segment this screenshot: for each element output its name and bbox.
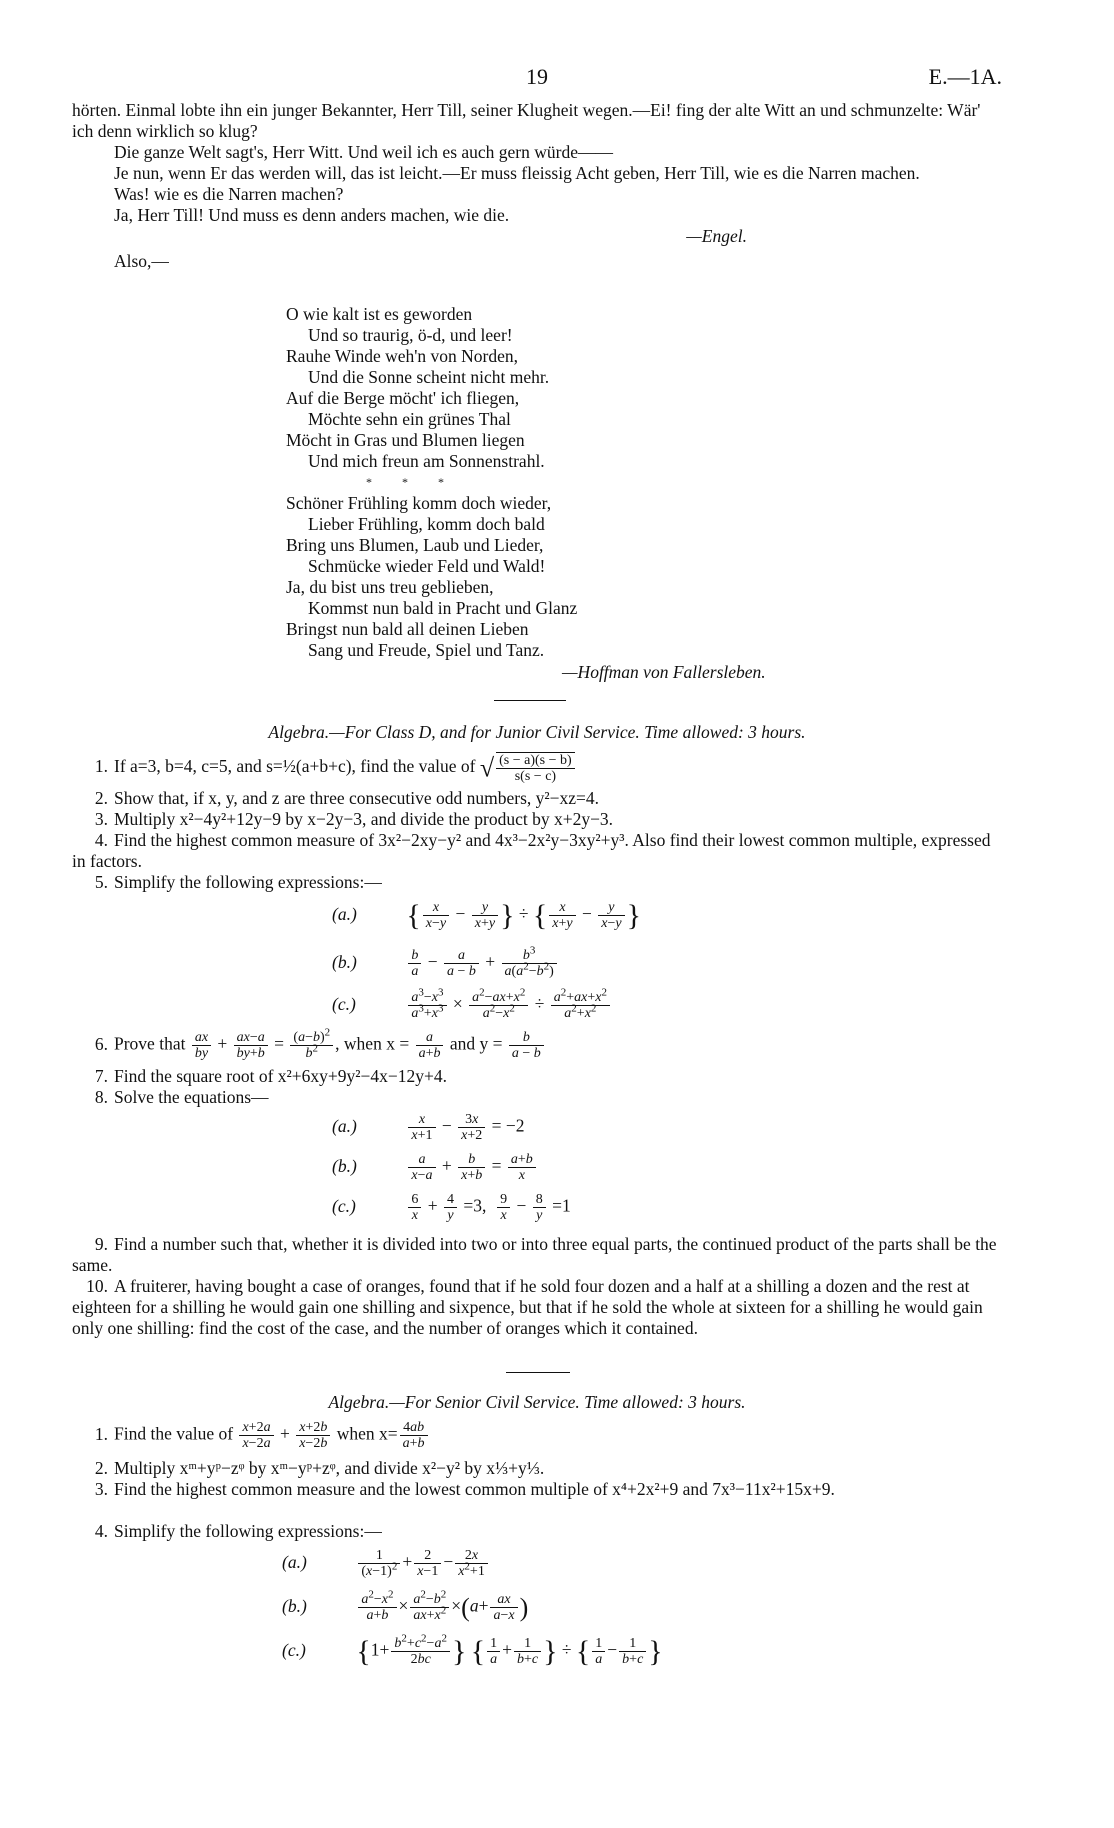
question-text: and y = bbox=[449, 1033, 503, 1054]
poem-line: Und so traurig, ö-d, und leer! bbox=[308, 325, 513, 345]
expression-label: (c.) bbox=[332, 1195, 356, 1216]
question bbox=[72, 1066, 1002, 1087]
question-text: Simplify the following expressions:— bbox=[114, 1521, 382, 1541]
question bbox=[72, 872, 1002, 893]
poem bbox=[286, 304, 786, 661]
equation: (b.) $\frac{a}{x-a}$ + $\frac{b}{x+b}$ = $\frac{a+b}{x}$ bbox=[332, 1152, 538, 1183]
question bbox=[72, 809, 1002, 830]
question-text: Multiply xᵐ+yᵖ−zᵠ by xᵐ−yᵖ+zᵠ, and divide x²−y² by x⅓+y⅓. bbox=[114, 1458, 545, 1478]
expression-label: (a.) bbox=[332, 903, 357, 924]
page-header bbox=[72, 66, 1002, 92]
prose-paragraph: Die ganze Welt sagt's, Herr Witt. Und weil ich es auch gern würde—— bbox=[114, 142, 613, 162]
section-title: Algebra.—For Senior Civil Service. Time allowed: 3 hours. bbox=[328, 1392, 746, 1412]
expression: (a.) $\frac{1}{(x-1)^2}$ + $\frac{2}{x-1}$ − $\frac{2x}{x^2+1}$ bbox=[282, 1548, 490, 1579]
author-attribution: —Engel. bbox=[686, 226, 747, 246]
author-attribution: —Hoffman von Fallersleben. bbox=[562, 662, 766, 682]
poem-stars: * * * bbox=[366, 475, 444, 489]
page-number: 19 bbox=[526, 64, 548, 89]
question-text: Find the highest common measure of 3x²−2xy−y² and 4x³−2x²y−3xy²+y³. Also find their lowest common multiple, expressed in factors. bbox=[72, 830, 991, 871]
expression: (c.) {1+ $\frac{b^2+c^2-a^2}{2bc}$ } { $\frac{1}{a}$ + $\frac{1}{b+c}$ } ÷ { $\frac{1}{a}$ − $\frac{1}{b+c}$ } bbox=[282, 1632, 663, 1668]
question-text: A fruiterer, having bought a case of oranges, found that if he sold four dozen and a half at a shilling a dozen and the rest at eighteen for a shilling he would gain one shilling and sixpence, but that if he sold the whole at sixteen for a shilling he would gain only one shilling: find the cost of the case, and the number of oranges which it contained. bbox=[72, 1276, 983, 1338]
prose-paragraph: Also,— bbox=[114, 251, 169, 271]
poem-line: Auf die Berge möcht' ich fliegen, bbox=[286, 388, 520, 408]
question-text: Find the square root of x²+6xy+9y²−4x−12y+4. bbox=[114, 1066, 448, 1086]
equation: (c.) $\frac{6}{x}$ + $\frac{4}{y}$ =3, $\frac{9}{x}$ − $\frac{8}{y}$ =1 bbox=[332, 1192, 571, 1223]
question-text: when x= bbox=[336, 1423, 398, 1444]
question bbox=[72, 1087, 1002, 1108]
question-text: , when x = bbox=[335, 1033, 410, 1054]
poem-line: Schmücke wieder Feld und Wald! bbox=[308, 556, 546, 576]
question bbox=[72, 830, 1002, 872]
question-text: Find the highest common measure and the lowest common multiple of x⁴+2x²+9 and 7x³−11x²+15x+9. bbox=[114, 1479, 835, 1499]
question-text: Find a number such that, whether it is divided into two or into three equal parts, the continued product of the parts shall be the same. bbox=[72, 1234, 997, 1275]
expression-label: (a.) bbox=[332, 1115, 357, 1136]
expression-label: (c.) bbox=[282, 1639, 306, 1660]
equation: (a.) $\frac{x}{x+1}$ − $\frac{3x}{x+2}$ = −2 bbox=[332, 1112, 525, 1143]
question-text: If a=3, b=4, c=5, and s=½(a+b+c), find the value of bbox=[114, 756, 476, 777]
question bbox=[72, 752, 1002, 784]
fraction bbox=[496, 752, 575, 784]
question bbox=[72, 1458, 1002, 1479]
question-number: 2. bbox=[94, 788, 108, 808]
question-number: 9. bbox=[94, 1234, 108, 1254]
question-number: 6. bbox=[94, 1033, 108, 1054]
question-number: 1. bbox=[94, 756, 108, 777]
question-number: 3. bbox=[94, 809, 108, 829]
question bbox=[72, 788, 1002, 809]
sqrt-sign: √ bbox=[479, 753, 495, 783]
prose-paragraph: Was! wie es die Narren machen? bbox=[114, 184, 344, 204]
poem-line: Schöner Frühling komm doch wieder, bbox=[286, 493, 552, 513]
question-number: 5. bbox=[94, 872, 108, 892]
section-divider bbox=[506, 1372, 570, 1373]
expression-label: (b.) bbox=[332, 951, 357, 972]
question-number: 1. bbox=[94, 1423, 108, 1444]
section-divider bbox=[494, 700, 566, 701]
poem-line: Möchte sehn ein grünes Thal bbox=[308, 409, 511, 429]
prose-block bbox=[72, 100, 1002, 272]
prose-paragraph: Je nun, wenn Er das werden will, das ist leicht.—Er muss fleissig Acht geben, Herr Till, wie es die Narren machen. bbox=[114, 163, 920, 183]
question-text: Prove that bbox=[114, 1033, 186, 1054]
question-number: 10. bbox=[86, 1276, 108, 1296]
poem-line: Ja, du bist uns treu geblieben, bbox=[286, 577, 494, 597]
expression: (b.) $\frac{b}{a}$ − $\frac{a}{a - b}$ + $\frac{b^3}{a(a^2-b^2)}$ bbox=[332, 948, 559, 979]
expression-label: (b.) bbox=[332, 1155, 357, 1176]
question-text: Solve the equations— bbox=[114, 1087, 269, 1107]
running-head: E.—1A. bbox=[928, 64, 1002, 89]
expression: (b.) $\frac{a^2-x^2}{a+b}$ × $\frac{a^2-b^2}{ax+x^2}$ ×(a+ $\frac{ax}{a-x}$ ) bbox=[282, 1588, 529, 1623]
poem-line: Sang und Freude, Spiel und Tanz. bbox=[308, 640, 545, 660]
expression-label: (c.) bbox=[332, 993, 356, 1014]
question bbox=[72, 1234, 1002, 1276]
question-text: Simplify the following expressions:— bbox=[114, 872, 382, 892]
question-number: 4. bbox=[94, 830, 108, 850]
poem-line: Bring uns Blumen, Laub und Lieder, bbox=[286, 535, 544, 555]
question bbox=[72, 1276, 1002, 1339]
question-number: 2. bbox=[94, 1458, 108, 1478]
poem-line: Lieber Frühling, komm doch bald bbox=[308, 514, 545, 534]
question-text: Multiply x²−4y²+12y−9 by x−2y−3, and divide the product by x+2y−3. bbox=[114, 809, 614, 829]
poem-line: O wie kalt ist es geworden bbox=[286, 304, 473, 324]
poem-line: Bringst nun bald all deinen Lieben bbox=[286, 619, 529, 639]
question-number: 7. bbox=[94, 1066, 108, 1086]
question-number: 4. bbox=[94, 1521, 108, 1541]
poem-line: Und die Sonne scheint nicht mehr. bbox=[308, 367, 550, 387]
expression: (c.) $\frac{a^3-x^3}{a^3+x^3}$ × $\frac{a^2-ax+x^2}{a^2-x^2}$ ÷ $\frac{a^2+ax+x^2}{a^2+x^2}$ bbox=[332, 990, 612, 1021]
expression: (a.) { $\frac{x}{x-y}$ − $\frac{y}{x+y}$ } ÷ { $\frac{x}{x+y}$ − $\frac{y}{x-y}$ } bbox=[332, 899, 641, 932]
question bbox=[72, 1521, 1002, 1542]
poem-line: Rauhe Winde weh'n von Norden, bbox=[286, 346, 519, 366]
denominator: s(s − c) bbox=[514, 769, 557, 784]
numerator: (s − a)(s − b) bbox=[496, 753, 575, 769]
section-title: Algebra.—For Class D, and for Junior Civil Service. Time allowed: 3 hours. bbox=[268, 722, 806, 742]
question: 1. Find the value of $\frac{x+2a}{x-2a}$ + $\frac{x+2b}{x-2b}$ when x= $\frac{4ab}{a+b}$ bbox=[72, 1420, 1002, 1451]
question-text: Show that, if x, y, and z are three consecutive odd numbers, y²−xz=4. bbox=[114, 788, 600, 808]
question-text: Find the value of bbox=[114, 1423, 234, 1444]
prose-paragraph: hörten. Einmal lobte ihn ein junger Bekannter, Herr Till, seiner Klugheit wegen.—Ei! fing der alte Witt an und schmunzelte: Wär' ich denn wirklich so klug? bbox=[72, 100, 981, 141]
poem-line: Kommst nun bald in Pracht und Glanz bbox=[308, 598, 578, 618]
question: 6. Prove that $\frac{ax}{by}$ + $\frac{ax-a}{by+b}$ = $\frac{(a-b)^2}{b^2}$ , when x = $\frac{a}{a+b}$ and y = $\frac{b}{a - b}$ bbox=[72, 1030, 1002, 1061]
question bbox=[72, 1479, 1002, 1500]
expression-label: (a.) bbox=[282, 1551, 307, 1572]
prose-paragraph: Ja, Herr Till! Und muss es denn anders machen, wie die. bbox=[114, 205, 510, 225]
question-number: 3. bbox=[94, 1479, 108, 1499]
expression-label: (b.) bbox=[282, 1595, 307, 1616]
question-number: 8. bbox=[94, 1087, 108, 1107]
poem-line: Und mich freun am Sonnenstrahl. bbox=[308, 451, 545, 471]
poem-line: Möcht in Gras und Blumen liegen bbox=[286, 430, 525, 450]
